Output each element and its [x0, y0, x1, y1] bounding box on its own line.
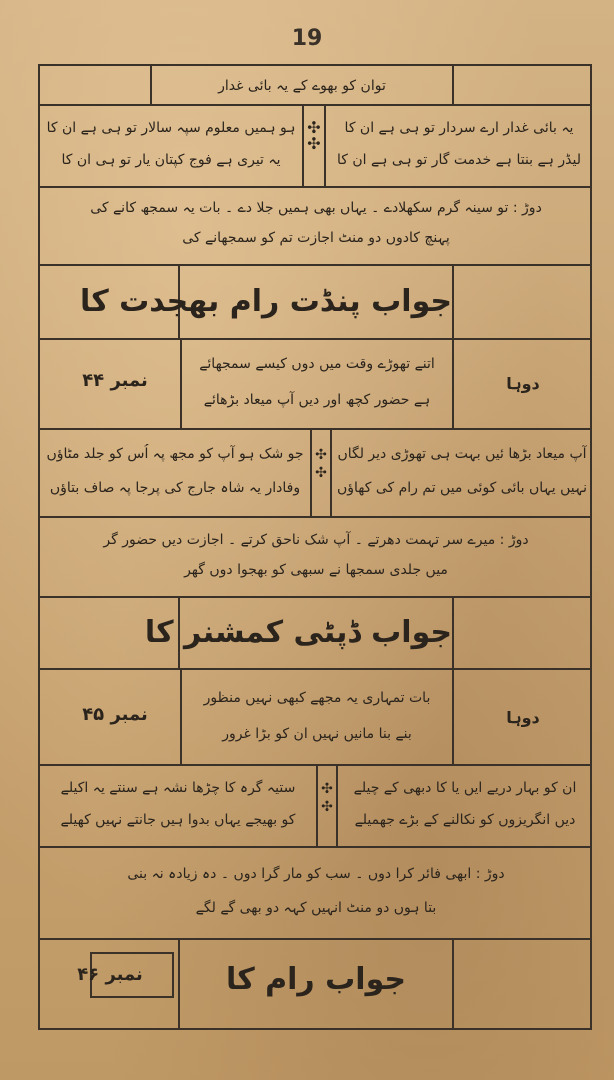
dor-row-2 [40, 518, 590, 598]
verse-mark-cell [318, 780, 336, 816]
verse-right-line-2: نہیں یہاں بائی کوئی میں تم رام کی کھاؤں [336, 480, 588, 496]
number-cell [60, 370, 170, 391]
verse-right-line-1: آپ میعاد بڑھا ئیں بہت ہی تھوڑی دیر لگاں [337, 446, 587, 462]
dor-3-line-1: دوڑ : ابھی فائر کرا دوں ۔ سب کو مار گرا دوں ۔ دہ زیادہ نہ بنی [127, 866, 505, 882]
page-number: 19 [291, 26, 323, 51]
dor-2-line-2: میں جلدی سمجھا نے سبھی کو بھجوا دوں گھر [184, 562, 448, 578]
heading-row-2 [40, 266, 590, 340]
section-heading: جواب ڈپٹی کمشنر کا [144, 615, 452, 650]
doha-line-2: بنے بنا مانیں نہیں ان کو بڑا غرور [222, 726, 412, 742]
refrain-left-blank [40, 66, 152, 104]
verse-left-cell [40, 118, 302, 170]
heading-cell [79, 282, 452, 322]
doha-line-1: اتنے تھوڑے وقت میں دوں کیسے سمجھائے [199, 356, 435, 372]
verse-row-1 [40, 106, 590, 188]
refrain-text: توان کو بھوے کے یہ بائی غدار [218, 78, 386, 94]
doha-label: دوہا [506, 708, 540, 727]
verse-right-cell [338, 778, 592, 830]
dor-1-line-2: پہنچ کادوں دو منٹ اجازت تم کو سمجھانے کی [182, 230, 450, 246]
verse-right-line-1: ان کو بہار دریے ایں یا کا دبھی کے چیلے [353, 780, 577, 796]
section-heading: جواب پنڈت رام بھجدت کا [79, 284, 452, 319]
heading-row-4 [40, 940, 590, 1028]
dor-text-3 [46, 864, 586, 918]
verse-left-line-2: وفادار یہ شاہ جارج کی پرجا پہ صاف بتاؤں [49, 480, 301, 496]
heading-cell [144, 613, 452, 653]
doha-row-2 [40, 340, 590, 430]
refrain-text-cell [152, 76, 452, 96]
doha-text-cell [182, 688, 452, 744]
verse-number: نمبر ۴۴ [82, 370, 148, 391]
doha-line-1: بات تمہاری یہ مجھے کبھی نہیں منظور [203, 690, 431, 706]
doha-line-2: ہے حضور کچھ اور دیں آپ میعاد بڑھائے [203, 392, 431, 408]
label-cell [454, 708, 592, 727]
verse-left-cell [40, 444, 310, 498]
dor-text-2 [46, 530, 586, 580]
verse-number: نمبر ۴۵ [82, 704, 148, 725]
verse-left-line-1: جو شک ہو آپ کو مجھ پہ اُس کو جلد مٹاؤں [46, 446, 304, 462]
verse-mark-cell [312, 446, 330, 482]
verse-left-line-1: ہو ہمیں معلوم سپہ سالار تو ہی ہے ان کا [46, 120, 296, 136]
verse-row-3 [40, 766, 590, 848]
refrain-row [40, 66, 590, 106]
dor-text-1 [46, 198, 586, 248]
heading-cell [180, 960, 452, 1000]
verse-mark-icon: ✣ ✣ [321, 781, 333, 815]
dor-1-line-1: دوڑ : تو سینہ گرم سکھلادے ۔ یہاں بھی ہمیں جلا دے ۔ بات یہ سمجھ کانے کی [90, 200, 542, 216]
verse-right-line-1: یہ بائی غدار ارے سردار تو ہی ہے ان کا [344, 120, 574, 136]
label-cell [454, 374, 592, 393]
section-heading: جواب رام کا [226, 962, 406, 997]
doha-text-cell [182, 354, 452, 410]
heading-right-blank [452, 598, 592, 668]
doha-row-3 [40, 670, 590, 766]
dor-row-1 [40, 188, 590, 266]
verse-mark-cell [304, 120, 324, 152]
refrain-right-blank [452, 66, 592, 104]
heading-right-blank [452, 266, 592, 338]
dor-row-3 [40, 848, 590, 940]
doha-label: دوہا [506, 374, 540, 393]
number-cell [40, 940, 180, 1028]
dor-3-line-2: بتا ہوں دو منٹ انہیں کہہ دو بھی گے لگے [195, 900, 437, 916]
number-cell [60, 704, 170, 725]
verse-mark-icon: ✣ ✣ [307, 118, 321, 153]
verse-left-line-1: ستیہ گرہ کا چڑھا نشہ ہے سنتے یہ اکیلے [60, 780, 296, 796]
verse-left-line-2: کو بھیجے یہاں بدوا ہیں جانتے نہیں کھیلے [60, 812, 296, 828]
verse-number: نمبر ۴۶ [77, 964, 143, 985]
heading-right-blank [452, 940, 592, 1028]
verse-mark-icon: ✣ ✣ [315, 447, 327, 481]
content-frame [38, 64, 592, 1030]
dor-2-line-1: دوڑ : میرے سر تہمت دھرتے ۔ آپ شک ناحق کرتے ۔ اجازت دیں حضور گر [103, 532, 529, 548]
verse-right-line-2: لیڈر ہے بنتا ہے خدمت گار تو ہی ہے ان کا [337, 152, 581, 168]
verse-left-line-2: یہ تیری ہے فوج کپتان یار تو ہی ان کا [61, 152, 281, 168]
verse-right-cell [326, 118, 592, 170]
verse-left-cell [40, 778, 316, 830]
verse-right-cell [332, 444, 592, 498]
heading-row-3 [40, 598, 590, 670]
verse-right-line-2: دیں انگریزوں کو نکالنے کے بڑے جھمیلے [354, 812, 576, 828]
verse-row-2 [40, 430, 590, 518]
